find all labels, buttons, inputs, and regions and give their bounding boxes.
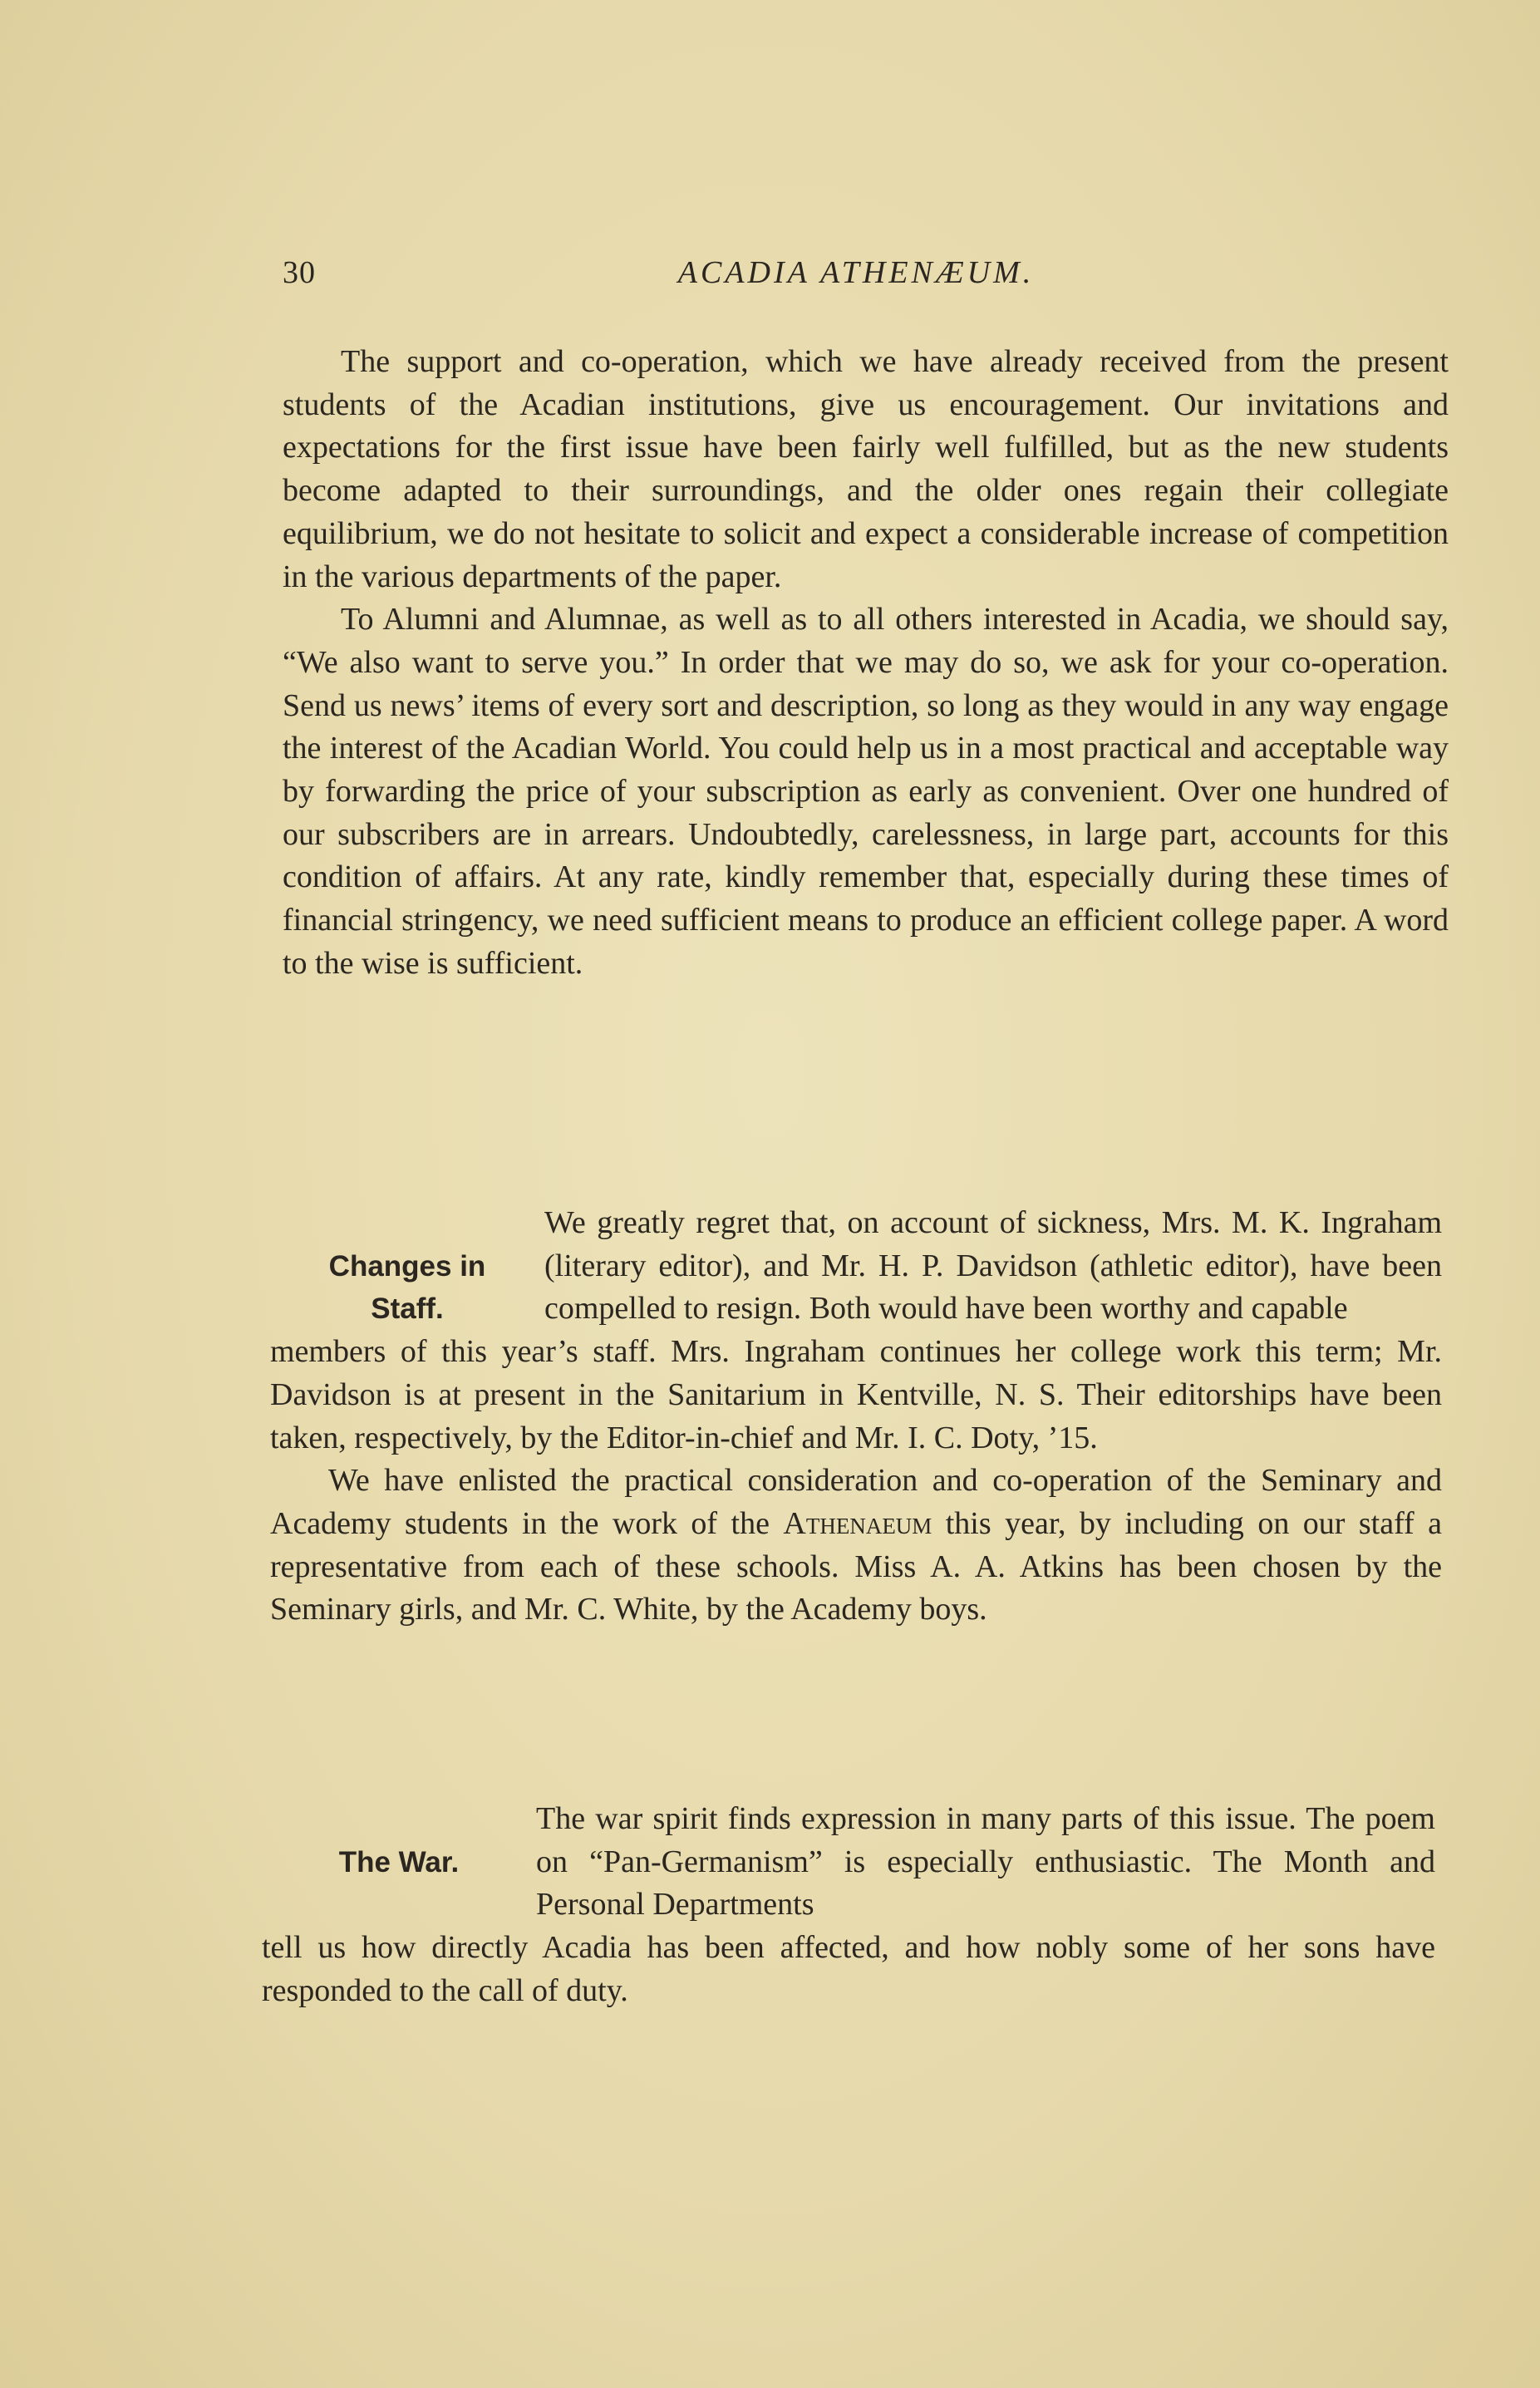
hanging-paragraph-war: The war spirit finds expression in many parts of this issue. The poem on “Pan-Germanism” is especially enthusiastic. The Month and Personal Departments <box>536 1801 1435 1923</box>
side-heading-the-war: The War. <box>338 1845 460 1878</box>
side-heading-staff: Staff. <box>371 1292 444 1326</box>
page-header <box>283 254 1463 296</box>
hanging-block <box>270 1202 1442 1331</box>
paragraph-war-continuation: tell us how directly Acadia has been affected, and how nobly some of her sons have responded to the call of duty. <box>262 1930 1435 2008</box>
side-heading-block-war <box>262 1798 536 1927</box>
running-head: ACADIA ATHENÆUM. <box>677 255 1035 290</box>
paragraph-continuation: members of this year’s staff. Mrs. Ingraham continues her college work this term; Mr. Davidson is at present in the Sanitarium in Kentville, N. S. Their editorships have been taken, respectively, by the Editor-in-chief and Mr. I. C. Doty, ’15. <box>270 1334 1442 1455</box>
editorial-support-section <box>283 341 1449 986</box>
page-number: 30 <box>283 255 316 290</box>
hanging-paragraph: We greatly regret that, on account of sickness, Mrs. M. K. Ingraham (literary editor), and Mr. H. P. Davidson (athletic editor), have been compelled to resign. Both would have been worthy and capable <box>544 1205 1442 1327</box>
paragraph-seminary: We have enlisted the practical consideration and co-operation of the Seminary and Academy students in the work of the Athenaeum this year, by including on our staff a representative from each of these schools. Miss A. A. Atkins has been chosen by the Seminary girls, and Mr. C. White, by the Academy boys. <box>270 1463 1442 1627</box>
side-heading-changes-in: Changes in <box>328 1249 486 1283</box>
hanging-block-war <box>262 1798 1435 1927</box>
paragraph-support: The support and co-operation, which we have already received from the present students of the Acadian institutions, give us encouragement. Our invitations and expectations for the first issue have been fairly well fulfilled, but as the new students become adapted to their surroundings, and the older ones regain their collegiate equilibrium, we do not hesitate to solicit and expect a considerable increase of competition in the various departments of the paper. <box>283 344 1449 594</box>
paragraph-alumni: To Alumni and Alumnae, as well as to all others interested in Acadia, we should say, “We also want to serve you.” In order that we may do so, we ask for your co-operation. Send us news’ items of every sort and description, so long as they would in any way engage the interest of the Acadian World. You could help us in a most practical and acceptable way by forwarding the price of your subscription as early as convenient. Over one hundred of our subscribers are in arrears. Undoubtedly, carelessness, in large part, accounts for this condition of affairs. At any rate, kindly remember that, especially during these times of financial stringency, we need sufficient means to produce an efficient college paper. A word to the wise is sufficient. <box>283 602 1449 981</box>
side-heading-block <box>270 1202 544 1331</box>
the-war-section <box>262 1798 1435 2013</box>
athenaeum-small-caps: Athenaeum <box>783 1505 932 1541</box>
changes-in-staff-section <box>270 1202 1442 1632</box>
